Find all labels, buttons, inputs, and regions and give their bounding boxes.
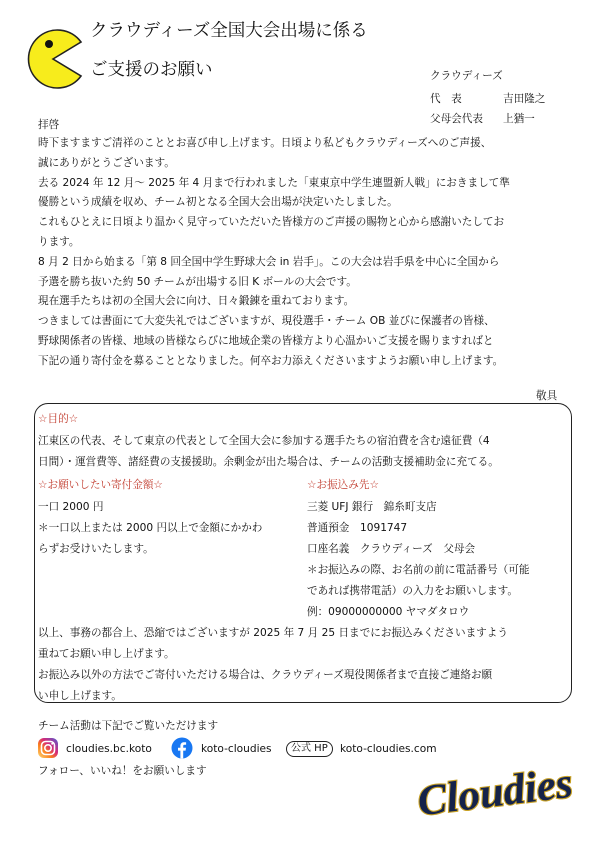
letter-line: これもひとえに日頃より温かく見守っていただいた皆様方のご声援の賜物と心から感謝いたしてお <box>38 216 505 229</box>
facebook-handle[interactable]: koto-cloudies <box>201 743 272 755</box>
cloudies-logo <box>408 760 584 826</box>
greeting: 拝啓 <box>38 119 60 131</box>
footer-line: お振込み以外の方法でご寄付いただける場合は、クラウディーズ現役関係者まで直接ご連絡お願 <box>38 669 493 681</box>
sender-rep-role: 代 表 <box>430 93 462 105</box>
transfer-line: 三菱 UFJ 銀行 錦糸町支店 <box>307 501 437 513</box>
facebook-icon <box>171 737 193 759</box>
letter-body <box>38 134 510 372</box>
donation-line: 一口 2000 円 <box>38 501 104 513</box>
donation-line: らずお受けいたします。 <box>38 543 154 555</box>
donation-line: ＊一口以上または 2000 円以上で金額にかかわ <box>38 522 263 534</box>
pacman-icon <box>22 28 84 90</box>
letter-line: 下記の通り寄付金を募ることとなりました。何卒お力添えくださいますようお願い申し上げます。 <box>38 354 504 367</box>
letter-line: 時下ますますご清祥のこととお喜び申し上げます。日頃より私どもクラウディーズへのご声援、 <box>38 137 492 149</box>
social-intro: チーム活動は下記でご覧いただけます <box>38 720 219 732</box>
letter-line: 8 月 2 日から始まる「第 8 回全国中学生野球大会 in 岩手」。この大会は岩手県を中心に全国から <box>38 255 500 268</box>
sender-rep-name: 吉田隆之 <box>503 93 546 105</box>
closing: 敬具 <box>536 390 558 402</box>
instagram-handle[interactable]: cloudies.bc.koto <box>66 743 152 755</box>
letter-line: 野球関係者の皆様、地域の皆様ならびに地域企業の皆様方より心温かいご支援を賜りますればと <box>38 334 494 347</box>
letter-line: 予選を勝ち抜いた約 50 チームが出場する旧 K ボールの大会です。 <box>38 275 357 288</box>
donation-heading: ☆お願いしたい寄付金額☆ <box>38 479 163 491</box>
instagram-icon <box>37 737 59 759</box>
letter-line: 去る 2024 年 12 月～ 2025 年 4 月まで行われました「東東京中学生連盟新人戦」におきまして準 <box>38 176 510 189</box>
letter-line: つきましては書面にて大変失礼ではございますが、現役選手・チーム OB 並びに保護者の皆様、 <box>38 315 495 328</box>
page-title-line2: ご支援のお願い <box>90 60 213 80</box>
transfer-line: 普通預金 1091747 <box>307 522 408 534</box>
transfer-line: 例：09000000000 ヤマダタロウ <box>307 606 470 618</box>
letter-line: ります。 <box>38 235 80 248</box>
official-hp-url[interactable]: koto-cloudies.com <box>340 743 437 755</box>
sender-parent-role: 父母会代表 <box>430 113 483 125</box>
cloudies-logo-text: Cloudies <box>415 760 576 826</box>
letter-line: 優勝という成績を収め、チーム初となる全国大会出場が決定いたしました。 <box>38 196 398 209</box>
follow-text: フォロー、いいね！をお願いします <box>38 765 207 777</box>
footer-line: 重ねてお願い申し上げます。 <box>38 648 175 660</box>
purpose-heading: ☆目的☆ <box>38 413 79 425</box>
footer-line: い申し上げます。 <box>38 690 122 702</box>
letter-line: 現在選手たちは初の全国大会に向け、日々鍛錬を重ねております。 <box>38 295 355 308</box>
letter-line: 誠にありがとうございます。 <box>38 156 175 169</box>
page-title-line1: クラウディーズ全国大会出場に係る <box>90 21 368 41</box>
purpose-line: 日間）・運営費等、諸経費の支援援助。余剰金が出た場合は、チームの活動支援補助金に充てる。 <box>38 456 499 468</box>
transfer-line: ＊お振込みの際、お名前の前に電話番号（可能 <box>307 564 530 576</box>
transfer-line: であれば携帯電話）の入力をお願いします。 <box>307 585 519 597</box>
transfer-heading: ☆お振込み先☆ <box>307 479 379 491</box>
transfer-line: 口座名義 クラウディーズ 父母会 <box>307 543 476 555</box>
sender-parent-name: 上猶一 <box>503 113 535 125</box>
official-hp-badge: 公式 HP <box>286 741 333 757</box>
footer-line: 以上、事務の都合上、恐縮ではございますが 2025 年 7 月 25 日までにお振込みくださいますよう <box>38 627 508 639</box>
purpose-line: 江東区の代表、そして東京の代表として全国大会に参加する選手たちの宿泊費を含む遠征費（4 <box>38 435 490 447</box>
sender-team: クラウディーズ <box>430 70 503 82</box>
